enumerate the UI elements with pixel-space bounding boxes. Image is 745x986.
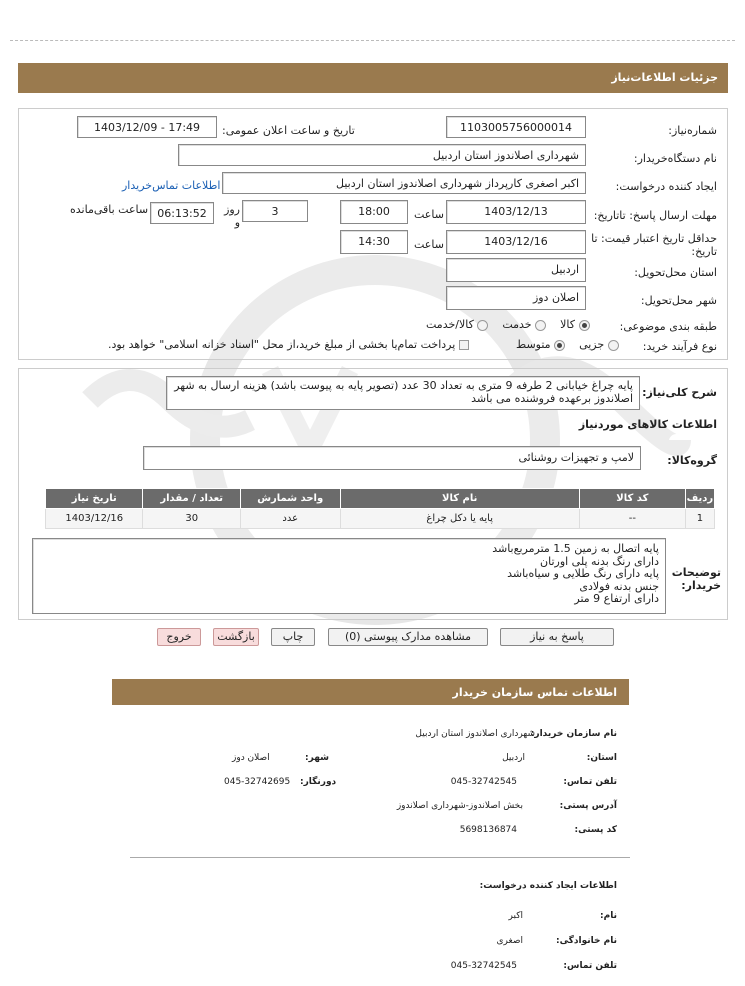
note-line: جنس بدنه فولادی bbox=[579, 579, 659, 593]
category-option-both: کالا/خدمت bbox=[426, 318, 474, 331]
summary-label: شرح کلی‌نیاز: bbox=[642, 386, 717, 399]
buyer-field[interactable]: شهرداری اصلاندوز استان اردبیل bbox=[178, 144, 586, 166]
announce-label: تاریخ و ساعت اعلان عمومی: bbox=[222, 124, 355, 137]
cell-code: -- bbox=[579, 509, 685, 529]
creator-name-value: اکبر bbox=[508, 911, 523, 921]
col-header-row: ردیف bbox=[685, 489, 714, 509]
category-radio-group bbox=[426, 318, 590, 331]
attachments-button[interactable]: مشاهده مدارک پیوستی (0) bbox=[328, 628, 488, 646]
days-field: 3 bbox=[242, 200, 308, 222]
creator-phone-label: تلفن تماس: bbox=[563, 961, 617, 971]
goods-table-header bbox=[46, 489, 715, 509]
process-radio-medium[interactable] bbox=[554, 340, 565, 351]
category-radio-service[interactable] bbox=[535, 320, 546, 331]
payment-note-text: پرداخت تمام‌یا بخشی از مبلغ خرید،از محل "اسناد خزانه اسلامی" خواهد بود. bbox=[108, 338, 456, 351]
contact-address-label: آدرس پستی: bbox=[559, 801, 617, 811]
contact-org-value: شهرداری اصلاندوز استان اردبیل bbox=[415, 729, 535, 739]
contact-header: اطلاعات تماس سازمان خریدار bbox=[112, 679, 629, 705]
contact-fax-value: 045-32742695 bbox=[224, 777, 291, 787]
deadline-time-field[interactable]: 18:00 bbox=[340, 200, 408, 224]
note-line: دارای ارتفاع 9 متر bbox=[574, 592, 659, 605]
contact-phone-label: تلفن تماس: bbox=[563, 777, 617, 787]
validity-label bbox=[591, 232, 717, 258]
cell-name: پایه یا دکل چراغ bbox=[340, 509, 579, 529]
creator-name-label: نام: bbox=[600, 911, 617, 921]
validity-time-label: ساعت bbox=[414, 238, 444, 251]
contact-province-value: اردبیل bbox=[502, 753, 525, 763]
process-radio-minor[interactable] bbox=[608, 340, 619, 351]
payment-checkbox[interactable] bbox=[459, 340, 469, 350]
process-option-medium: متوسط bbox=[516, 338, 551, 351]
contact-divider bbox=[130, 857, 630, 858]
contact-fax-label: دورنگار: bbox=[300, 777, 337, 787]
deadline-time-label: ساعت bbox=[414, 208, 444, 221]
announce-field[interactable]: 1403/12/09 - 17:49 bbox=[77, 116, 217, 138]
col-header-qty: تعداد / مقدار bbox=[143, 489, 240, 509]
process-label: نوع فرآیند خرید: bbox=[642, 340, 717, 353]
remaining-label: ساعت باقی‌مانده bbox=[70, 203, 149, 216]
creator-label: ایجاد کننده درخواست: bbox=[615, 180, 717, 193]
cell-qty: 30 bbox=[143, 509, 240, 529]
notes-label-line1: توضیحات bbox=[671, 566, 721, 579]
cell-row: 1 bbox=[685, 509, 714, 529]
col-header-name: نام کالا bbox=[340, 489, 579, 509]
notes-field bbox=[32, 538, 666, 614]
back-button[interactable]: بازگشت bbox=[213, 628, 259, 646]
reply-button[interactable]: پاسخ به نیاز bbox=[500, 628, 614, 646]
validity-date-field[interactable]: 1403/12/16 bbox=[446, 230, 586, 254]
page-header: جزئیات اطلاعات‌نیاز bbox=[18, 63, 728, 93]
print-button[interactable]: چاپ bbox=[271, 628, 315, 646]
remaining-time-field: 06:13:52 bbox=[150, 202, 214, 224]
exit-button[interactable]: خروج bbox=[157, 628, 201, 646]
buyer-contact-link[interactable]: اطلاعات تماس‌خریدار bbox=[122, 179, 221, 192]
deadline-date-field[interactable]: 1403/12/13 bbox=[446, 200, 586, 224]
note-line: پایه دارای رنگ طلایی و سیاه‌باشد bbox=[507, 567, 659, 580]
summary-field: پایه چراغ خیابانی 2 طرفه 9 متری به تعداد 30 عدد (تصویر پایه به پیوست باشد) هزینه ارسال به شهر اصلاندوز بر‌عهده فروشنده می باشد bbox=[166, 376, 640, 410]
contact-postal-label: کد پستی: bbox=[574, 825, 617, 835]
creator-family-label: نام خانوادگی: bbox=[555, 936, 617, 946]
category-option-service: خدمت bbox=[502, 318, 532, 331]
need-number-label: شماره‌نیاز: bbox=[668, 124, 717, 137]
validity-time-field[interactable]: 14:30 bbox=[340, 230, 408, 254]
group-field[interactable]: لامپ و تجهیزات روشنائی bbox=[143, 446, 641, 470]
category-option-goods: کالا bbox=[560, 318, 575, 331]
notes-label bbox=[672, 566, 721, 592]
col-header-unit: واحد شمارش bbox=[240, 489, 340, 509]
col-header-date: تاریخ نیاز bbox=[46, 489, 143, 509]
validity-label-line2: تاریخ: bbox=[691, 245, 717, 258]
goods-heading: اطلاعات کالاهای موردنیاز bbox=[578, 418, 717, 431]
top-divider bbox=[10, 40, 735, 41]
notes-label-line2: خریدار: bbox=[681, 579, 721, 592]
process-option-minor: جزیی bbox=[579, 338, 605, 351]
contact-city-value: اصلان دوز bbox=[232, 753, 270, 763]
contact-address-value: بخش اصلاندوز-شهرداری اصلاندوز bbox=[396, 801, 523, 811]
days-label: روز و bbox=[224, 203, 240, 229]
city-label: شهر محل‌تحویل: bbox=[640, 294, 717, 307]
category-label: طبقه بندی موضوعی: bbox=[619, 320, 717, 333]
contact-province-label: استان: bbox=[586, 753, 617, 763]
process-radio-group bbox=[516, 338, 619, 351]
buyer-label: نام دستگاه‌خریدار: bbox=[633, 152, 717, 165]
contact-city-label: شهر: bbox=[305, 753, 329, 763]
validity-label-line1: حداقل تاریخ اعتبار قیمت: تا bbox=[591, 232, 717, 245]
province-field[interactable]: اردبیل bbox=[446, 258, 586, 282]
deadline-label: مهلت ارسال پاسخ: تاتاریخ: bbox=[593, 209, 717, 222]
note-line: پایه اتصال به زمین 1.5 مترمربع‌باشد bbox=[492, 542, 659, 555]
group-label: گروه‌کالا: bbox=[667, 454, 717, 467]
cell-unit: عدد bbox=[240, 509, 340, 529]
payment-note bbox=[108, 338, 469, 351]
creator-family-value: اصغری bbox=[496, 936, 523, 946]
creator-heading: اطلاعات ایجاد کننده درخواست: bbox=[479, 881, 617, 891]
goods-table bbox=[45, 488, 715, 529]
table-row bbox=[46, 509, 715, 529]
contact-phone-value: 045-32742545 bbox=[450, 777, 517, 787]
col-header-code: کد کالا bbox=[579, 489, 685, 509]
city-field[interactable]: اصلان دوز bbox=[446, 286, 586, 310]
contact-org-label: نام سازمان خریدار: bbox=[530, 729, 617, 739]
creator-phone-value: 045-32742545 bbox=[450, 961, 517, 971]
cell-date: 1403/12/16 bbox=[46, 509, 143, 529]
need-number-field[interactable]: 1103005756000014 bbox=[446, 116, 586, 138]
creator-field[interactable]: اکبر اصغری کارپرداز شهرداری اصلاندوز استان اردبیل bbox=[222, 172, 586, 194]
contact-postal-value: 5698136874 bbox=[459, 825, 517, 835]
category-radio-both[interactable] bbox=[477, 320, 488, 331]
province-label: استان محل‌تحویل: bbox=[634, 266, 717, 279]
category-radio-goods[interactable] bbox=[579, 320, 590, 331]
note-line: دارای رنگ بدنه پلی اورتان bbox=[540, 554, 659, 568]
